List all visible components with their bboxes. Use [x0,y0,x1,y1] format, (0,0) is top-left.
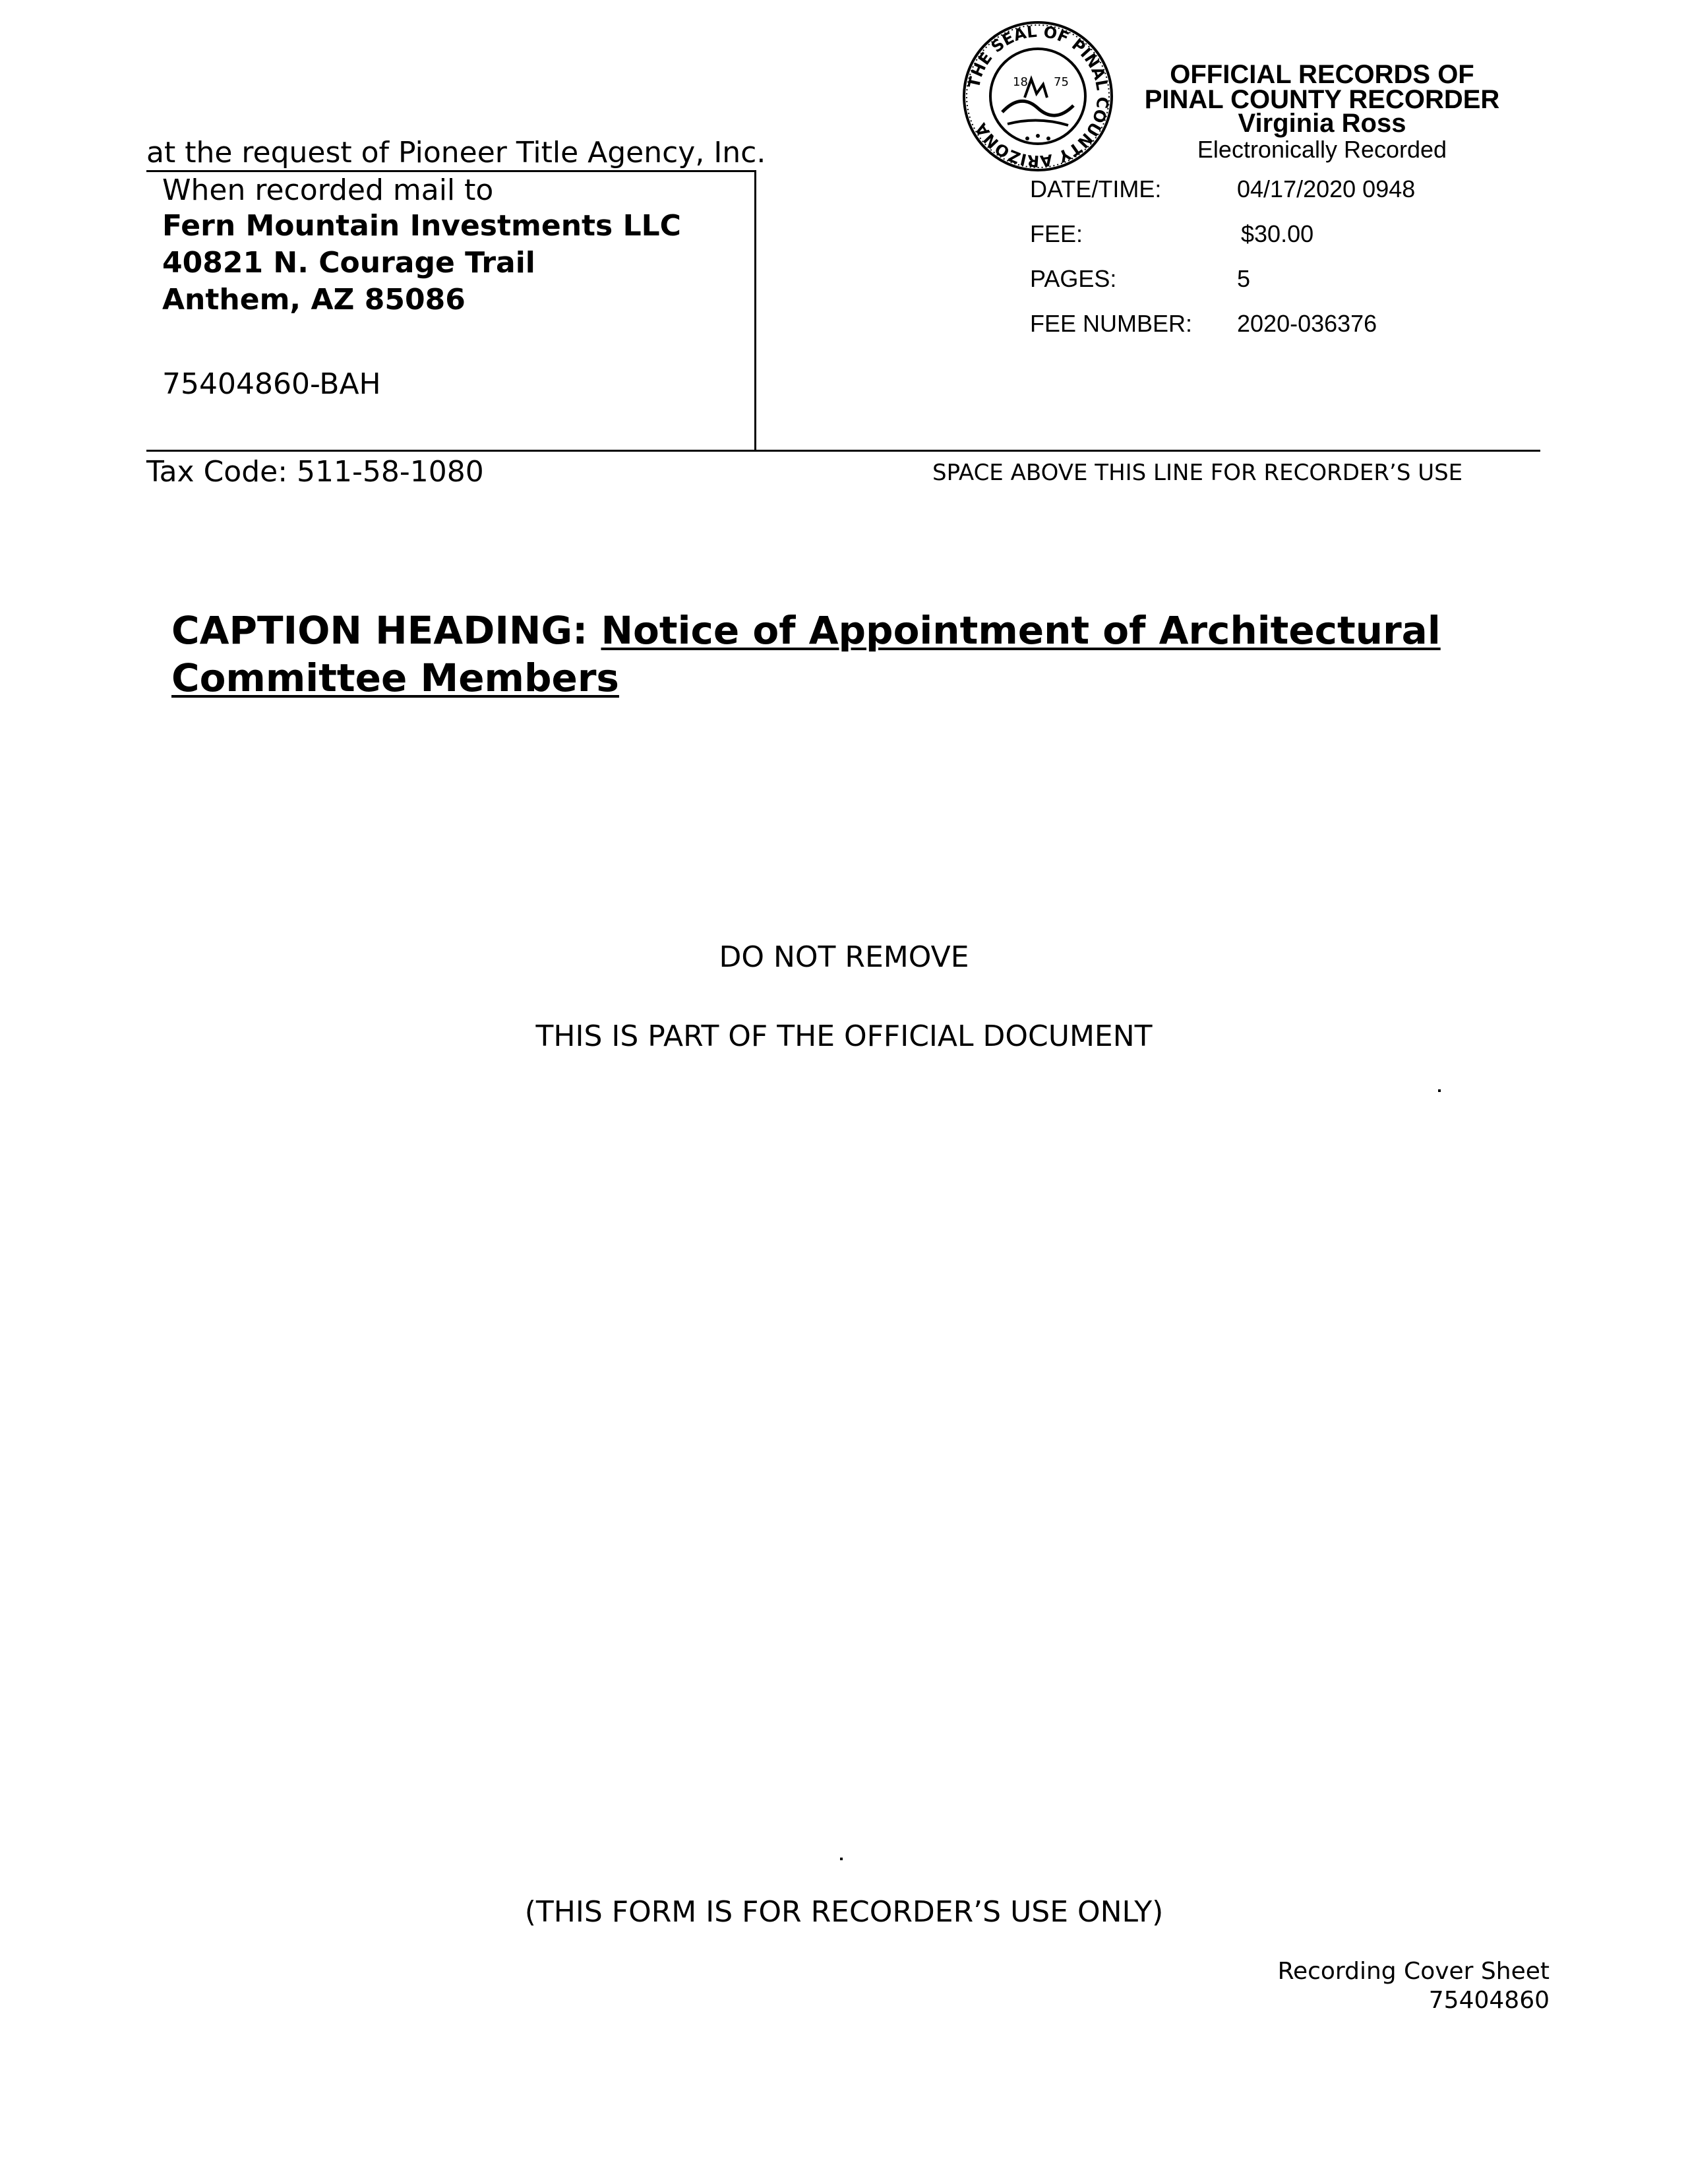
official-document-notice: THIS IS PART OF THE OFFICIAL DOCUMENT [535,1019,1153,1053]
request-line: at the request of Pioneer Title Agency, Inc. [146,136,766,169]
field-value-fee: $30.00 [1241,220,1314,247]
field-value-pages: 5 [1237,265,1251,292]
do-not-remove-notice: DO NOT REMOVE [719,940,969,974]
field-label-datetime: DATE/TIME: [1030,175,1162,202]
recorder-name: Virginia Ross [1238,109,1406,138]
field-label-fee-number: FEE NUMBER: [1030,310,1193,337]
recorder-line-county: PINAL COUNTY RECORDER [1144,85,1500,114]
reference-number: 75404860-BAH [162,367,381,401]
recorder-use-divider [146,450,1540,452]
seal-text: THE SEAL OF PINAL COUNTY ARIZONA [964,22,1112,171]
caption-label: CAPTION HEADING: [171,608,588,653]
cover-sheet-label: Recording Cover Sheet [1277,1958,1550,1985]
field-value-fee-number: 2020-036376 [1237,310,1377,337]
seal-year-right: 75 [1054,75,1069,89]
space-above-note: SPACE ABOVE THIS LINE FOR RECORDER’S USE [932,460,1463,486]
recorder-electronic: Electronically Recorded [1197,136,1447,163]
cover-sheet-number: 75404860 [1428,1987,1550,2014]
mail-to-street: 40821 N. Courage Trail [162,246,535,280]
field-label-fee: FEE: [1030,220,1083,247]
caption-heading [171,607,1556,702]
caption-title: Notice of Appointment of Architectural Committee Members [171,608,1441,700]
stray-dot [840,1858,843,1860]
recorder-line-official-records: OFFICIAL RECORDS OF [1170,60,1474,89]
mail-to-label: When recorded mail to [162,173,494,207]
mail-to-name: Fern Mountain Investments LLC [162,209,681,243]
stray-dot [1438,1089,1441,1092]
field-label-pages: PAGES: [1030,265,1117,292]
mail-to-city: Anthem, AZ 85086 [162,283,466,317]
tax-code: Tax Code: 511-58-1080 [146,455,484,489]
seal-year-left: 18 [1013,75,1028,89]
recorder-use-only-notice: (THIS FORM IS FOR RECORDER’S USE ONLY) [524,1895,1164,1929]
field-value-datetime: 04/17/2020 0948 [1237,175,1416,202]
